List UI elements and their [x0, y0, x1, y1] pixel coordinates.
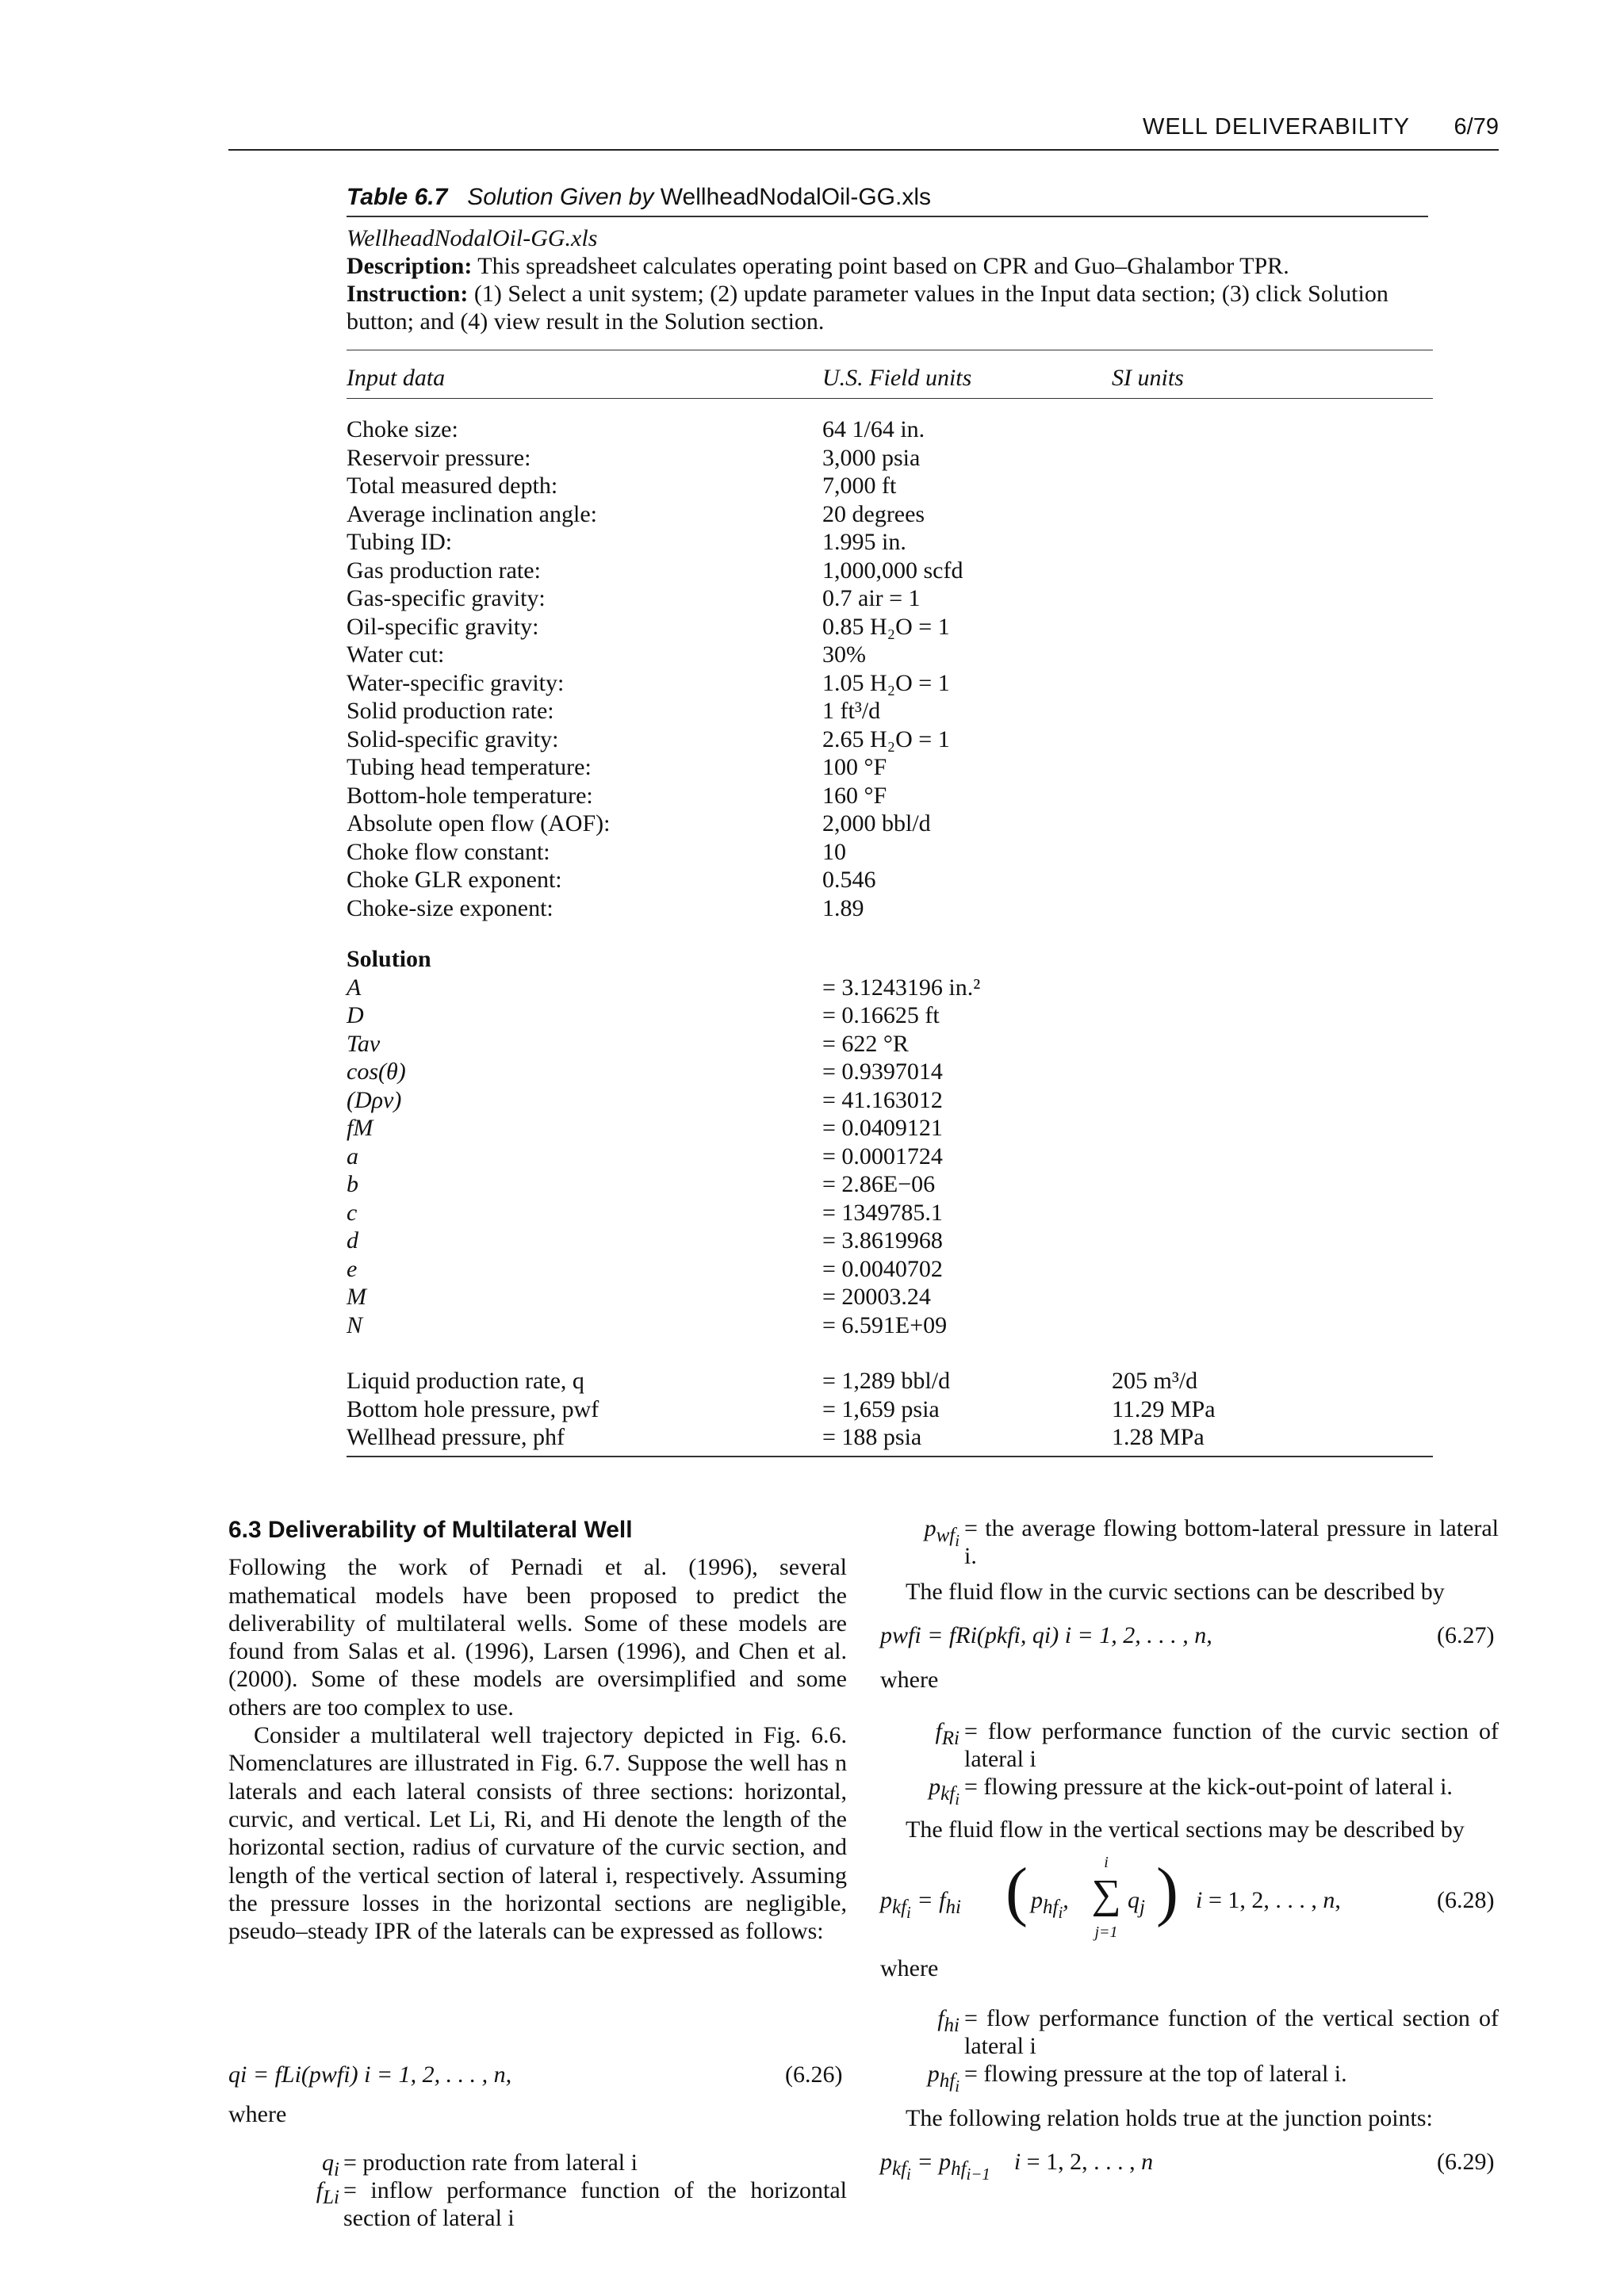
paragraph-junction: The following relation holds true at the junction points:: [906, 2105, 1433, 2131]
table-row: d = 3.8619968: [347, 1227, 943, 1254]
table-row: A = 3.1243196 in.²: [347, 974, 981, 1001]
right-definitions-top: [880, 1514, 1499, 1570]
equation-6-28: $p_{kf_i} = f_{hi}$ ( $p_{hf_i}$, i ∑ j=1 $q_j$ ) i = 1, 2, . . . , n,: [880, 1854, 1341, 1941]
table-label: Table 6.7: [347, 184, 448, 210]
table-caption-file: WellheadNodalOil-GG.xls: [660, 184, 932, 210]
table-row: Reservoir pressure: 3,000 psia: [347, 444, 921, 471]
table-bottom-rule: [347, 1456, 1433, 1457]
column-head-rule: [347, 398, 1433, 399]
result-rows: [347, 1367, 1428, 1452]
table-row: Water cut: 30%: [347, 641, 866, 668]
section-title: 6.3 Deliverability of Multilateral Well: [228, 1517, 633, 1543]
table-row: Choke size: 64 1/64 in.: [347, 416, 925, 442]
table-row: Tubing head temperature: 100 °F: [347, 754, 887, 780]
equation-6-27: pwfi = fRi(pkfi, qi) i = 1, 2, . . . , n,: [880, 1622, 1212, 1648]
definition-fri: $f_{Ri}$ = flow performance function of the curvic section of lateral i: [935, 1718, 1499, 1772]
spreadsheet-name: WellheadNodalOil-GG.xls: [347, 225, 598, 251]
column-us-units: U.S. Field units: [822, 365, 972, 391]
definition-fhi: $f_{hi}$ = flow performance function of the vertical section of lateral i: [937, 2005, 1499, 2059]
table-row: N = 6.591E+09: [347, 1311, 948, 1338]
table-row: (Dρv) = 41.163012: [347, 1086, 943, 1113]
table-row: Total measured depth: 7,000 ft: [347, 473, 897, 499]
table-row: Oil-specific gravity: 0.85 H₂O = 1: [347, 613, 950, 640]
column-si-units: SI units: [1112, 365, 1184, 391]
table-row: b = 2.86E−06: [347, 1171, 936, 1197]
running-header: [228, 114, 1499, 151]
definition-pwfi: $p_{wf_i}$ = the average flowing bottom-lateral pressure in lateral i.: [924, 1515, 1499, 1569]
equation-6-29: $p_{kf_i} = p_{hf_{i-1}}$ i = 1, 2, . . . , n: [880, 2149, 1154, 2184]
definition-qi: $q_i$ = production rate from lateral i: [322, 2149, 638, 2180]
table-row: fM = 0.0409121: [347, 1115, 943, 1141]
table-row: Water-specific gravity: 1.05 H₂O = 1: [347, 669, 950, 696]
table-row: Wellhead pressure, phf = 188 psia 1.28 MPa: [347, 1424, 1205, 1450]
table-description: [347, 224, 1428, 335]
instruction-text: (1) Select a unit system; (2) update parameter values in the Input data section; (3) click Solution button; and (4) view result in the Solution section.: [347, 281, 1388, 335]
equation-number-6-26: (6.26): [785, 2061, 843, 2088]
column-input-data: Input data: [347, 365, 446, 391]
table-row: a = 0.0001724: [347, 1143, 943, 1169]
table-row: Absolute open flow (AOF): 2,000 bbl/d: [347, 810, 931, 836]
table-row: Choke flow constant: 10: [347, 838, 846, 865]
instruction-label: Instruction:: [347, 281, 469, 307]
table-row: e = 0.0040702: [347, 1255, 943, 1282]
paragraph-intro: Following the work of Pernadi et al. (1996), several mathematical models have been proposed to predict the deliverability of multilateral wells. Some of these models are found from Salas et al. (1996), Larsen (1996), and Chen et al. (2000). Some of these models are oversimplified and some others are too complex to use.: [228, 1554, 847, 1721]
table-row: M = 20003.24: [347, 1284, 931, 1310]
table-caption: [347, 184, 931, 211]
chapter-title: WELL DELIVERABILITY: [1142, 114, 1410, 140]
table-row: Gas production rate: 1,000,000 scfd: [347, 557, 963, 584]
table-row: Bottom-hole temperature: 160 °F: [347, 782, 887, 809]
definition-fli: $f_{Li}$ = inflow performance function of the horizontal section of lateral i: [316, 2177, 847, 2231]
input-rows: [347, 415, 1428, 922]
solution-title: Solution: [347, 946, 431, 972]
right-definitions-mid: [880, 1717, 1499, 1809]
table-top-rule: [347, 216, 1428, 217]
page-number: 6/79: [1454, 114, 1499, 140]
table-row: Solid-specific gravity: 2.65 H₂O = 1: [347, 725, 950, 752]
equation-number-6-29: (6.29): [1437, 2149, 1495, 2175]
definition-pkfi: $p_{kf_i}$ = flowing pressure at the kick-out-point of lateral i.: [929, 1774, 1453, 1809]
right-definitions-bottom: [880, 2004, 1499, 2096]
table-row: Average inclination angle: 20 degrees: [347, 500, 925, 527]
table-row: Gas-specific gravity: 0.7 air = 1: [347, 585, 921, 611]
definition-phfi: $p_{hf_i}$ = flowing pressure at the top of lateral i.: [927, 2061, 1347, 2096]
table-row: Tubing ID: 1.995 in.: [347, 529, 906, 555]
description-label: Description:: [347, 253, 473, 279]
solution-rows: [347, 945, 1428, 1339]
equation-number-6-27: (6.27): [1437, 1622, 1495, 1648]
equation-number-6-28: (6.28): [1437, 1887, 1495, 1913]
table-row: Tav = 622 °R: [347, 1030, 909, 1057]
paragraph-vertical: The fluid flow in the vertical sections may be described by: [906, 1816, 1465, 1843]
equation-6-26: qi = fLi(pwfi) i = 1, 2, . . . , n,: [228, 2061, 512, 2088]
where-right-1: where: [880, 1667, 939, 1693]
where-right-2: where: [880, 1955, 939, 1981]
table-row: Solid production rate: 1 ft³/d: [347, 698, 881, 724]
left-column: [228, 1516, 847, 1945]
table-row: D = 0.16625 ft: [347, 1002, 940, 1028]
left-definitions: [228, 2149, 847, 2232]
table-caption-text: Solution Given by: [467, 184, 654, 210]
paragraph-curvic: The fluid flow in the curvic sections can be described by: [906, 1579, 1445, 1605]
table-row: Choke GLR exponent: 0.546: [347, 867, 876, 893]
table-row: Choke-size exponent: 1.89: [347, 894, 864, 921]
table-row: c = 1349785.1: [347, 1199, 943, 1226]
table-row: Bottom hole pressure, pwf = 1,659 psia 11.29 MPa: [347, 1395, 1216, 1422]
paragraph-trajectory: Consider a multilateral well trajectory depicted in Fig. 6.6. Nomenclatures are illustrated in Fig. 6.7. Suppose the well has n laterals and each lateral consists of three sections: horizontal, curvic, and vertical. Let Li, Ri, and Hi denote the length of the horizontal section, radius of curvature of the curvic section, and length of the vertical section of lateral i, respectively. Assuming the pressure losses in the horizontal sections are negligible, pseudo–steady IPR of the laterals can be expressed as follows:: [228, 1722, 847, 1945]
where-left: where: [228, 2101, 287, 2127]
table-row: cos(θ) = 0.9397014: [347, 1058, 943, 1085]
table-row: Liquid production rate, q = 1,289 bbl/d 205 m³/d: [347, 1368, 1198, 1394]
description-text: This spreadsheet calculates operating point based on CPR and Guo–Ghalambor TPR.: [477, 253, 1289, 279]
